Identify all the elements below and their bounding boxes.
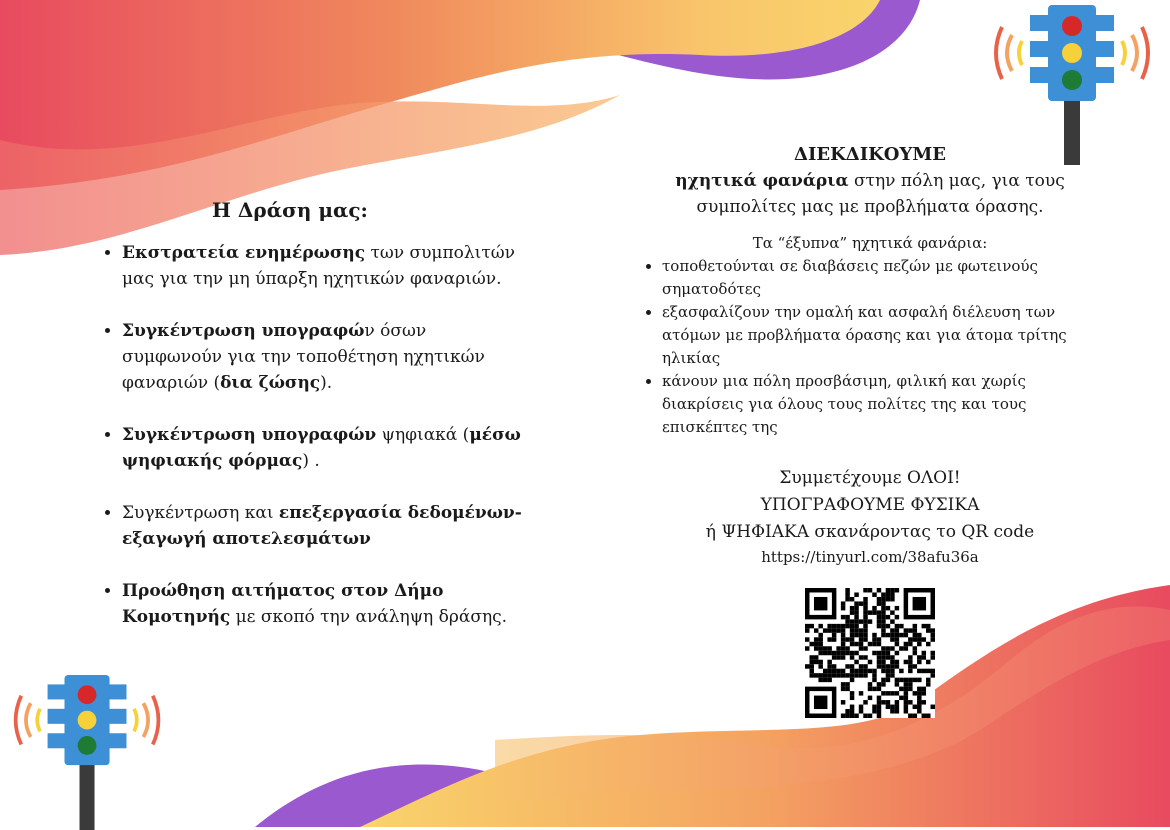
list-item: • Συγκέντρωση υπογραφών όσων συμφωνούν για την τοποθέτηση ηχητικών φαναριών (δια ζώσης).	[122, 318, 522, 396]
smart-lights-intro: Τα “έξυπνα” ηχητικά φανάρια:	[752, 234, 988, 252]
action-list	[100, 240, 522, 656]
list-item: • τοποθετούνται σε διαβάσεις πεζών με φωτεινούς σηματοδότες	[662, 255, 1100, 301]
list-item: • εξασφαλίζουν την ομαλή και ασφαλή διέλευση των ατόμων με προβλήματα όρασης και για άτομα τρίτης ηλικίας	[662, 301, 1100, 370]
cta-line-1: Συμμετέχουμε ΟΛΟΙ!	[779, 468, 961, 488]
cta-line-2: ΥΠΟΓΡΑΦΟΥΜΕ ΦΥΣΙΚΑ	[760, 495, 980, 515]
traffic-light-icon-bottom	[10, 675, 165, 830]
qr-code[interactable]	[805, 588, 935, 718]
list-item: • Συγκέντρωση υπογραφών ψηφιακά (μέσω ψηφιακής φόρμας) .	[122, 422, 522, 474]
call-to-action	[640, 465, 1100, 546]
cta-line-3: ή ΨΗΦΙΑΚΑ σκανάροντας το QR code	[705, 522, 1035, 542]
demand-heading: ΔΙΕΚΔΙΚΟΥΜΕ	[794, 144, 946, 165]
list-item: • Συγκέντρωση και επεξεργασία δεδομένων-εξαγωγή αποτελεσμάτων	[122, 500, 522, 552]
form-link[interactable]: https://tinyurl.com/38afu36a	[761, 548, 979, 566]
smart-lights-list	[640, 255, 1100, 439]
list-item: • κάνουν μια πόλη προσβάσιμη, φιλική και χωρίς διακρίσεις για όλους τους πολίτες της και τους επισκέπτες της	[662, 370, 1100, 439]
demand-block	[640, 142, 1100, 568]
action-title: Η Δράση μας:	[212, 198, 368, 222]
demand-line: ηχητικά φανάρια στην πόλη μας, για τους συμπολίτες μας με προβλήματα όρασης.	[675, 171, 1065, 217]
list-item: • Εκστρατεία ενημέρωσης των συμπολιτών μας για την μη ύπαρξη ηχητικών φαναριών.	[122, 240, 522, 292]
list-item: • Προώθηση αιτήματος στον Δήμο Κομοτηνής με σκοπό την ανάληψη δράσης.	[122, 578, 522, 630]
